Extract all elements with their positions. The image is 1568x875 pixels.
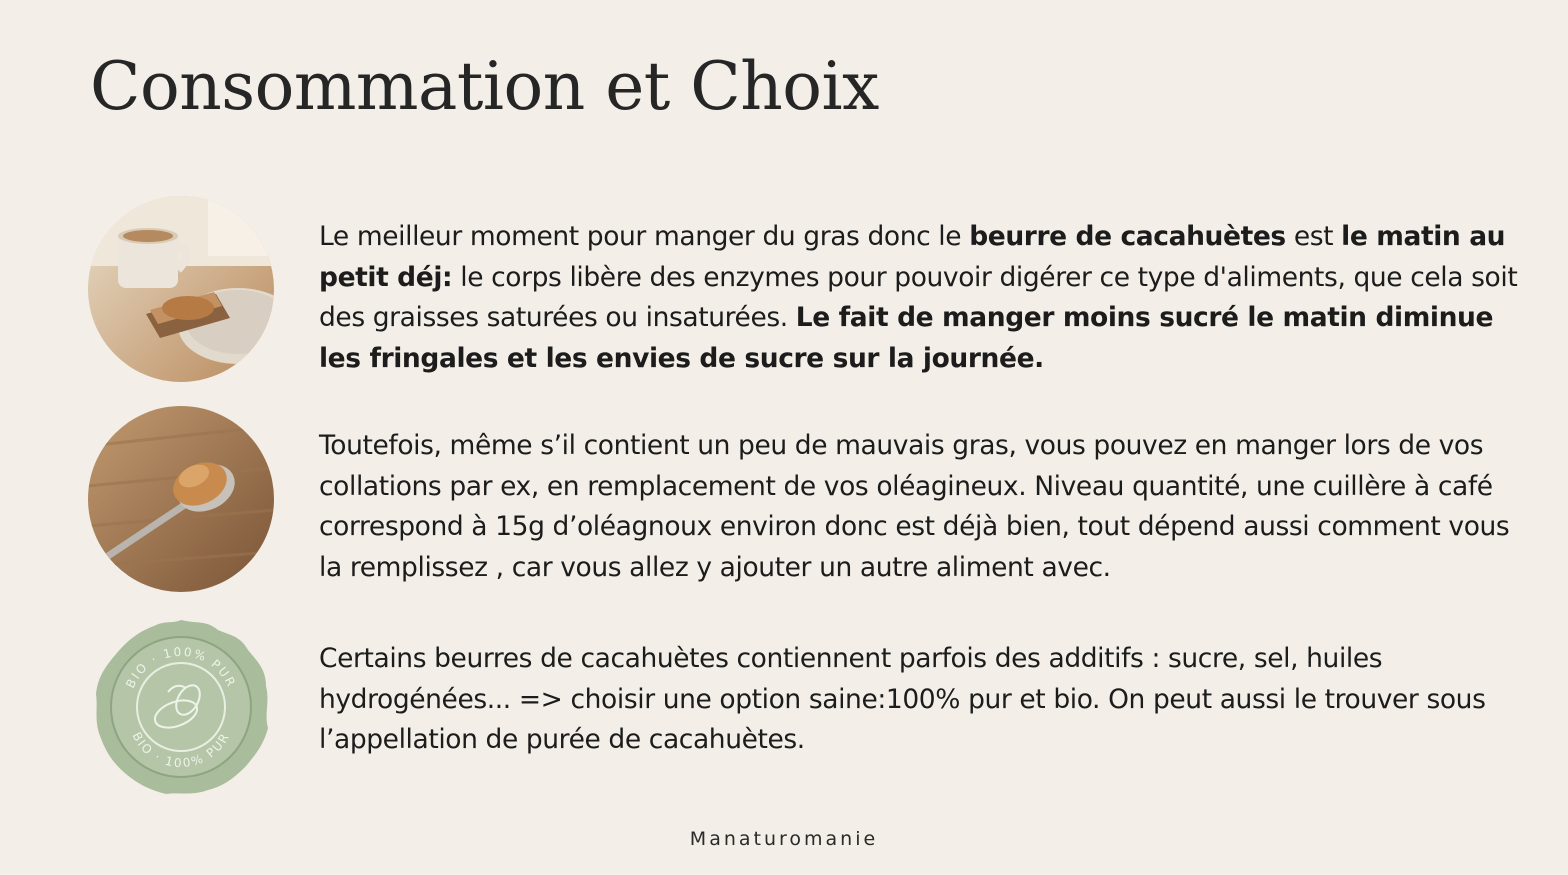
bio-seal-icon — [88, 614, 274, 800]
text-segment: le corps libère des enzymes pour pouvoir digérer ce type d'aliments, que cela soit des graisses saturées ou insaturées. — [319, 261, 1518, 333]
section-text — [319, 426, 1529, 588]
section-text — [319, 217, 1529, 379]
text-segment: Le meilleur moment pour manger du gras donc le — [319, 221, 970, 252]
seal-text-top: BIO · 100% PUR — [123, 644, 239, 691]
text-segment: Toutefois, même s’il contient un peu de mauvais gras, vous pouvez en manger lors de vos collations par ex, en remplacement de vos oléagineux. Niveau quantité, une cuillère à café correspond à 15g d’oléagnoux environ donc est déjà bien, tout dépend aussi comment vous la remplissez , car vous allez y ajouter un autre aliment avec. — [319, 430, 1510, 583]
text-segment: est — [1285, 221, 1342, 252]
peanut-butter-spoon-icon — [88, 406, 274, 592]
text-segment-bold: Le fait de manger moins sucré le matin diminue les fringales et les envies de sucre sur la journée. — [319, 302, 1494, 374]
section-text — [319, 639, 1529, 761]
text-segment-bold: beurre de cacahuètes — [969, 221, 1286, 252]
page-title: Consommation et Choix — [90, 48, 879, 125]
text-segment-bold: le matin au petit déj: — [319, 221, 1506, 293]
text-segment: Certains beurres de cacahuètes contiennent parfois des additifs : sucre, sel, huiles hydrogénées... => choisir une option saine:100% pur et bio. On peut aussi le trouver sous l’appellation de purée de cacahuètes. — [319, 643, 1486, 755]
seal-text-bottom: BIO · 100% PUR — [129, 729, 233, 771]
coffee-toast-icon — [88, 196, 274, 382]
footer-brand: Manaturomanie — [689, 828, 879, 850]
